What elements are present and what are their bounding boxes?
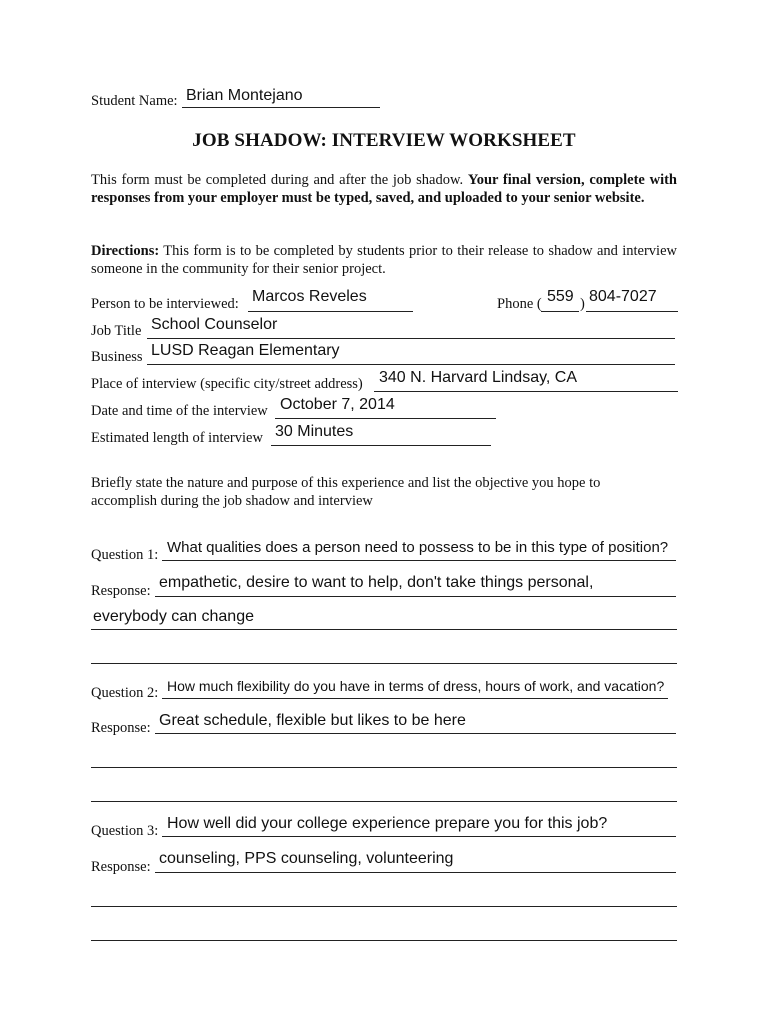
person-line xyxy=(248,311,413,312)
response-2-label: Response: xyxy=(91,720,151,736)
response-3-line-1 xyxy=(155,872,676,873)
question-2-label: Question 2: xyxy=(91,685,159,701)
place-line xyxy=(374,391,678,392)
student-name-field[interactable]: Brian Montejano xyxy=(186,87,303,104)
intro-bold-text: Your final version, complete with responses from your employer must be typed, saved, and uploaded to your senior website. xyxy=(91,172,677,206)
response-2-line-1 xyxy=(155,733,676,734)
response-1-line-2 xyxy=(91,629,677,630)
intro-paragraph xyxy=(91,171,677,207)
phone-close-paren: ) xyxy=(580,296,585,312)
student-name-line xyxy=(182,107,380,108)
phone-label: Phone ( xyxy=(497,296,542,312)
intro-text: This form must be completed during and after the job shadow. xyxy=(91,172,468,188)
question-3-field[interactable]: How well did your college experience prepare you for this job? xyxy=(167,815,608,832)
question-1-label: Question 1: xyxy=(91,547,159,563)
student-name-label: Student Name: xyxy=(91,93,178,109)
response-3-label: Response: xyxy=(91,859,151,875)
response-2-field-line-1[interactable]: Great schedule, flexible but likes to be here xyxy=(159,712,466,729)
phone-number-line xyxy=(586,311,678,312)
place-field[interactable]: 340 N. Harvard Lindsay, CA xyxy=(379,369,578,386)
response-2-line-2 xyxy=(91,767,677,768)
job-title-line xyxy=(147,338,675,339)
question-2-line xyxy=(162,698,668,699)
phone-area-line xyxy=(541,311,579,312)
job-title-label: Job Title xyxy=(91,323,142,339)
phone-number-field[interactable]: 804-7027 xyxy=(589,288,657,305)
job-title-field[interactable]: School Counselor xyxy=(151,316,278,333)
question-3-line xyxy=(162,836,676,837)
response-1-field-line-2[interactable]: everybody can change xyxy=(93,608,254,625)
datetime-field[interactable]: October 7, 2014 xyxy=(280,396,395,413)
question-2-field[interactable]: How much flexibility do you have in terms of dress, hours of work, and vacation? xyxy=(167,678,665,694)
directions-label: Directions: xyxy=(91,243,160,259)
response-1-line-1 xyxy=(155,596,676,597)
response-2-line-3 xyxy=(91,801,677,802)
person-label: Person to be interviewed: xyxy=(91,296,239,312)
response-3-line-2 xyxy=(91,906,677,907)
response-1-field-line-1[interactable]: empathetic, desire to want to help, don't take things personal, xyxy=(159,574,594,591)
purpose-paragraph: Briefly state the nature and purpose of this experience and list the objective you hope to accomplish during the job shadow and interview xyxy=(91,475,601,509)
question-1-line xyxy=(162,560,676,561)
phone-area-code-field[interactable]: 559 xyxy=(547,288,574,305)
datetime-label: Date and time of the interview xyxy=(91,403,268,419)
response-1-line-3 xyxy=(91,663,677,664)
question-1-field[interactable]: What qualities does a person need to possess to be in this type of position? xyxy=(167,539,669,556)
datetime-line xyxy=(275,418,496,419)
response-3-field-line-1[interactable]: counseling, PPS counseling, volunteering xyxy=(159,850,454,867)
directions-paragraph xyxy=(91,242,677,278)
place-label: Place of interview (specific city/street address) xyxy=(91,376,363,392)
response-3-line-3 xyxy=(91,940,677,941)
question-3-label: Question 3: xyxy=(91,823,159,839)
business-label: Business xyxy=(91,349,143,365)
business-line xyxy=(147,364,675,365)
length-line xyxy=(271,445,491,446)
directions-text: This form is to be completed by students prior to their release to shadow and interview someone in the community for their senior project. xyxy=(91,243,677,277)
business-field[interactable]: LUSD Reagan Elementary xyxy=(151,342,340,359)
page-title: JOB SHADOW: INTERVIEW WORKSHEET xyxy=(192,130,576,151)
length-label: Estimated length of interview xyxy=(91,430,263,446)
response-1-label: Response: xyxy=(91,583,151,599)
person-field[interactable]: Marcos Reveles xyxy=(252,288,367,305)
length-field[interactable]: 30 Minutes xyxy=(275,423,354,440)
